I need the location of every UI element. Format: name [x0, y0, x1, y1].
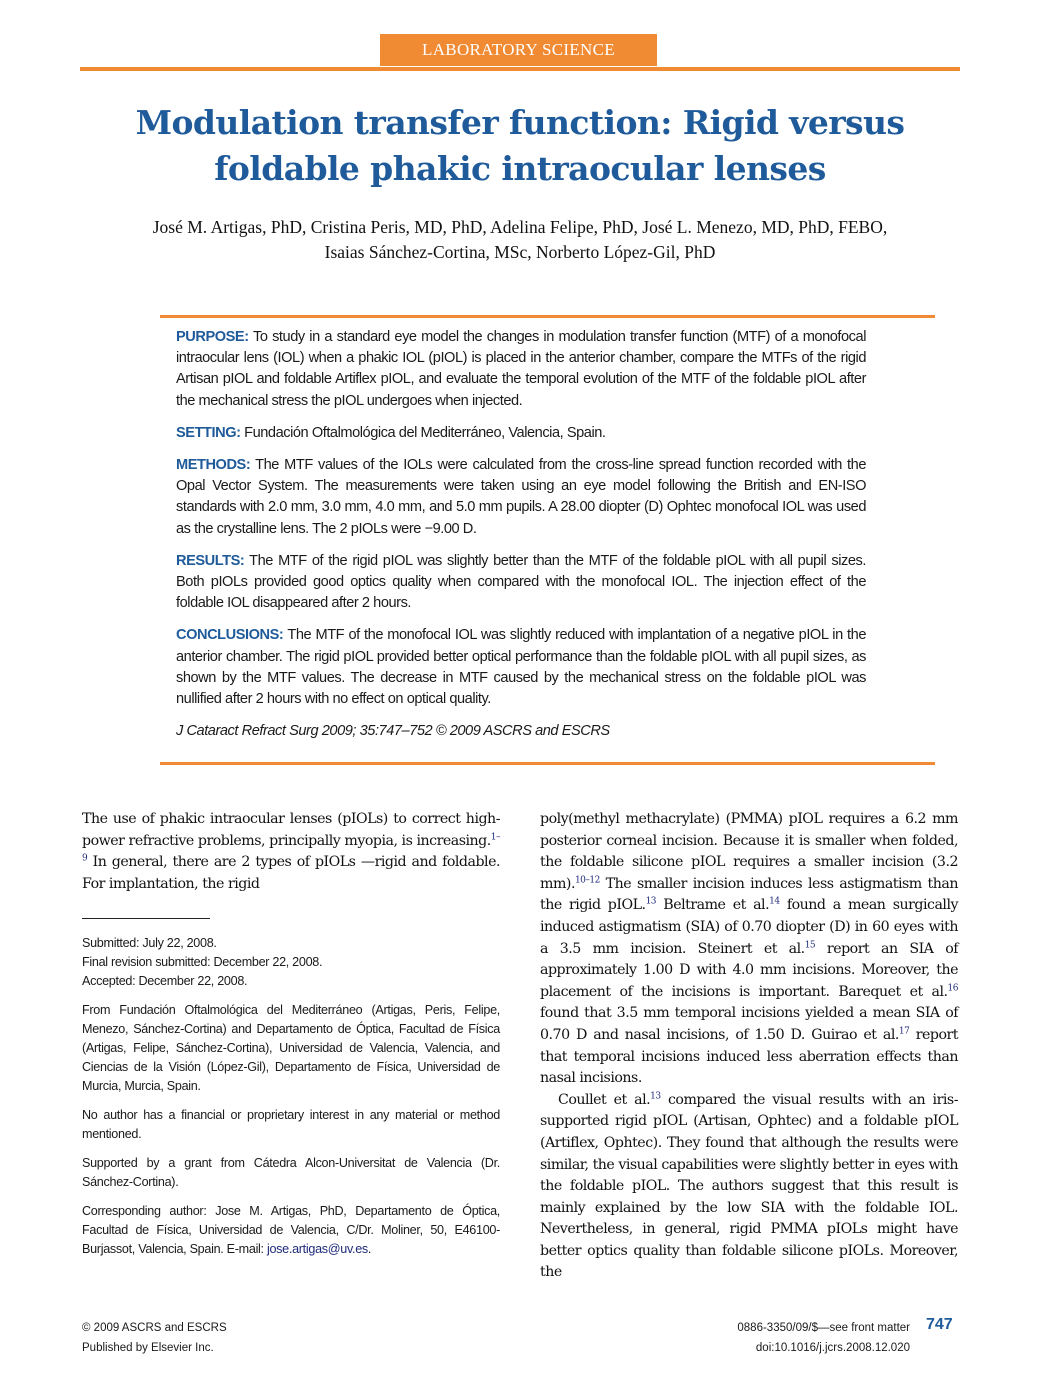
- body-text: Coullet et al.: [558, 1091, 651, 1108]
- reference-link[interactable]: 15: [804, 939, 816, 950]
- doi-link[interactable]: doi:10.1016/j.jcrs.2008.12.020: [755, 1342, 910, 1354]
- methods-text: The MTF values of the IOLs were calculated from the cross-line spread function recorded with the Opal Vector System. The measurements were taken using an eye model following the British and EN-ISO standards with 2.0 mm, 3.0 mm, 4.0 mm, and 5.0 mm pupils. A 28.00 diopter (D) Ophtec monofocal IOL was used as the crystalline lens. The 2 pIOLs were −9.00 D.: [176, 457, 866, 537]
- intro-paragraph: [82, 809, 500, 895]
- abstract: [176, 327, 866, 753]
- body-text: compared the visual results with an iris-supported rigid pIOL (Artisan, Ophtec) and a foldable pIOL (Artiflex, Ophtec). They found that although the results were similar, the visual capabilities were slightly better in eyes with the foldable pIOL. The authors suggest that this result is mainly explained by the low SIA with the foldable IOL. Nevertheless, in general, rigid PMMA pIOLs might have better optics quality than foldable silicone pIOLs. Moreover, the: [540, 1091, 958, 1281]
- copyright-notice: © 2009 ASCRS and ESCRS: [82, 1322, 227, 1334]
- methods-label: METHODS:: [176, 457, 251, 474]
- dates-block: [82, 934, 500, 991]
- left-column: [82, 809, 500, 1269]
- page-number: 747: [926, 1316, 953, 1333]
- purpose-text: To study in a standard eye model the changes in modulation transfer function (MTF) of a monofocal intraocular lens (IOL) when a phakic IOL (pIOL) is placed in the anterior chamber, compare the MTFs of the rigid Artisan pIOL and foldable Artiflex pIOL, and evaluate the temporal evolution of the MTF of the foldable pIOL after the mechanical stress the pIOL undergoes when injected.: [176, 329, 866, 409]
- body-paragraph-1: [540, 809, 958, 1090]
- issn-line: 0886-3350/09/$—see front matter: [737, 1322, 910, 1334]
- authors-line-1: José M. Artigas, PhD, Cristina Peris, MD, PhD, Adelina Felipe, PhD, José L. Menezo, MD, PhD, FEBO,: [152, 217, 888, 237]
- abstract-methods: [176, 455, 866, 540]
- email-link[interactable]: jose.artigas@uv.es: [266, 1242, 368, 1257]
- reference-link[interactable]: 1–9: [82, 831, 500, 864]
- abstract-top-rule: [160, 315, 935, 318]
- body-text: report that temporal incisions induced less aberration effects than nasal incisions.: [540, 1026, 959, 1087]
- footnotes: [82, 934, 500, 1259]
- reference-link[interactable]: 13: [650, 1090, 661, 1101]
- body-text: found that 3.5 mm temporal incisions yielded a mean SIA of 0.70 D and nasal incisions, of 1.50 D. Guirao et al.: [540, 1005, 958, 1043]
- accepted-date: Accepted: December 22, 2008.: [82, 974, 248, 989]
- body-paragraph-2: [540, 1090, 958, 1284]
- footnote-rule: [82, 918, 210, 919]
- conclusions-label: CONCLUSIONS:: [176, 627, 284, 644]
- footer-right: [737, 1318, 910, 1358]
- results-label: RESULTS:: [176, 552, 245, 569]
- body-text: report an SIA of approximately 1.00 D with 4.0 mm incisions. Moreover, the placement of the incisions is important. Barequet et al.: [540, 940, 958, 1000]
- body-text: The smaller incision induces less astigmatism than the rigid pIOL.: [540, 875, 958, 914]
- setting-text: Fundación Oftalmológica del Mediterráneo, Valencia, Spain.: [240, 424, 606, 441]
- publisher-notice: Published by Elsevier Inc.: [82, 1342, 214, 1354]
- abstract-bottom-rule: [160, 762, 935, 765]
- results-text: The MTF of the rigid pIOL was slightly better than the MTF of the foldable pIOL with all pupil sizes. Both pIOLs provided good optics quality when compared with the monofocal IOL. The injection effect of the foldable IOL disappeared after 2 hours.: [176, 552, 866, 612]
- abstract-results: [176, 551, 866, 615]
- reference-link[interactable]: 10–12: [574, 875, 600, 886]
- affiliation-note: From Fundación Oftalmológica del Mediterráneo (Artigas, Peris, Felipe, Menezo, Sánchez-Cortina) and Departamento de Óptica, Facultad de Física (Artigas, Felipe, Sánchez-Cortina), Universidad de Valencia, Valencia, and Ciencias de la Visión (López-Gil), Departamento de Física, Universidad de Murcia, Murcia, Spain.: [82, 1003, 500, 1094]
- abstract-conclusions: [176, 625, 866, 710]
- corresponding-author-note: [82, 1202, 500, 1259]
- footer-left: [82, 1318, 227, 1358]
- header-rule: [80, 67, 960, 71]
- right-column: [540, 809, 958, 1284]
- body-text: found a mean surgically induced astigmatism (SIA) of 0.70 diopter (D) in 60 eyes with a 3.5 mm incision. Steinert et al.: [540, 897, 959, 957]
- disclosure-note: No author has a financial or proprietary interest in any material or method mentioned.: [82, 1108, 500, 1142]
- email-end: .: [367, 1242, 372, 1257]
- reference-link[interactable]: 14: [769, 896, 780, 907]
- article-title: Modulation transfer function: Rigid versus foldable phakic intraocular lenses: [135, 103, 905, 188]
- setting-label: SETTING:: [176, 424, 241, 441]
- body-text: Beltrame et al.: [656, 897, 770, 914]
- submitted-date: Submitted: July 22, 2008.: [82, 936, 217, 951]
- reference-link[interactable]: 13: [645, 896, 657, 907]
- author-list: [70, 215, 970, 265]
- reference-link[interactable]: 17: [898, 1026, 910, 1037]
- purpose-label: PURPOSE:: [176, 329, 249, 345]
- section-tag: LABORATORY SCIENCE: [380, 34, 657, 66]
- support-note: Supported by a grant from Cátedra Alcon-Universitat de Valencia (Dr. Sánchez-Cortina).: [82, 1156, 500, 1190]
- intro-text-b: In general, there are 2 types of pIOLs —rigid and foldable. For implantation, the rigid: [82, 854, 500, 892]
- abstract-setting: [176, 423, 866, 444]
- intro-text-a: The use of phakic intraocular lenses (pIOLs) to correct high-power refractive problems, principally myopia, is increasing.: [82, 811, 500, 849]
- abstract-purpose: [176, 327, 866, 412]
- journal-citation: J Cataract Refract Surg 2009; 35:747–752 © 2009 ASCRS and ESCRS: [176, 723, 610, 740]
- conclusions-text: The MTF of the monofocal IOL was slightly reduced with implantation of a negative pIOL in the anterior chamber. The rigid pIOL provided better optical performance than the foldable pIOL with all pupil sizes, as shown by the MTF values. The decrease in MTF caused by the mechanical stress on the foldable pIOL was nullified after 2 hours with no effect on optical quality.: [176, 627, 866, 708]
- body-text: poly(methyl methacrylate) (PMMA) pIOL requires a 6.2 mm posterior corneal incision. Because it is smaller when folded, the foldable silicone pIOL requires a smaller incision (3.2 mm).: [540, 811, 958, 892]
- corresponding-text: Corresponding author: Jose M. Artigas, PhD, Departamento de Óptica, Facultad de Física, Universidad de Valencia, C/Dr. Moliner, 50, E46100-Burjassot, Valencia, Spain. E-mail:: [82, 1204, 500, 1257]
- authors-line-2: Isaias Sánchez-Cortina, MSc, Norberto López-Gil, PhD: [324, 242, 716, 262]
- reference-link[interactable]: 16: [947, 983, 958, 994]
- revision-date: Final revision submitted: December 22, 2008.: [82, 955, 323, 970]
